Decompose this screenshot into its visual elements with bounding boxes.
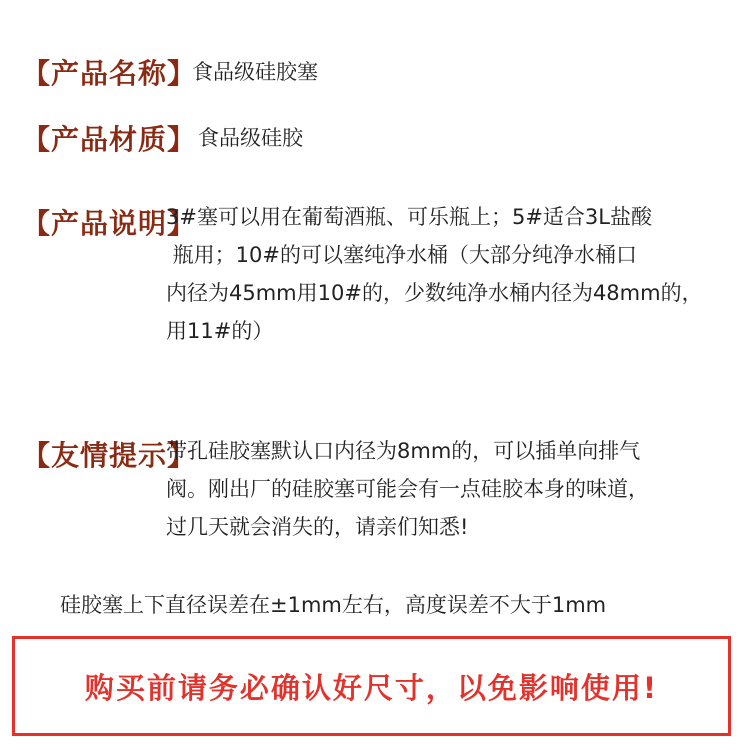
friendly-tip-label: 【友情提示】 bbox=[22, 439, 197, 472]
product-description-text bbox=[166, 198, 703, 350]
description-line: 3#塞可以用在葡萄酒瓶、可乐瓶上；5#适合3L盐酸 bbox=[166, 205, 652, 229]
product-name-value: 食品级硅胶塞 bbox=[192, 60, 318, 84]
product-description-label: 【产品说明】 bbox=[22, 207, 197, 240]
product-material-label: 【产品材质】 bbox=[22, 123, 197, 156]
description-line: 瓶用；10#的可以塞纯净水桶（大部分纯净水桶口 bbox=[166, 243, 637, 267]
warning-box bbox=[12, 636, 731, 736]
warning-text: 购买前请务必确认好尺寸，以免影响使用! bbox=[84, 670, 659, 705]
tip-line: 过几天就会消失的，请亲们知悉! bbox=[166, 515, 469, 539]
tip-line: 阀。刚出厂的硅胶塞可能会有一点硅胶本身的味道， bbox=[166, 477, 649, 501]
tip-line: 带孔硅胶塞默认口内径为8mm的，可以插单向排气 bbox=[166, 439, 641, 463]
product-material-value: 食品级硅胶 bbox=[198, 126, 303, 150]
description-line: 内径为45mm用10#的，少数纯净水桶内径为48mm的， bbox=[166, 281, 703, 305]
tolerance-note: 硅胶塞上下直径误差在±1mm左右，高度误差不大于1mm bbox=[60, 593, 607, 617]
product-name-label: 【产品名称】 bbox=[22, 57, 197, 90]
friendly-tip-text bbox=[166, 432, 649, 546]
description-line: 用11#的） bbox=[166, 319, 274, 343]
